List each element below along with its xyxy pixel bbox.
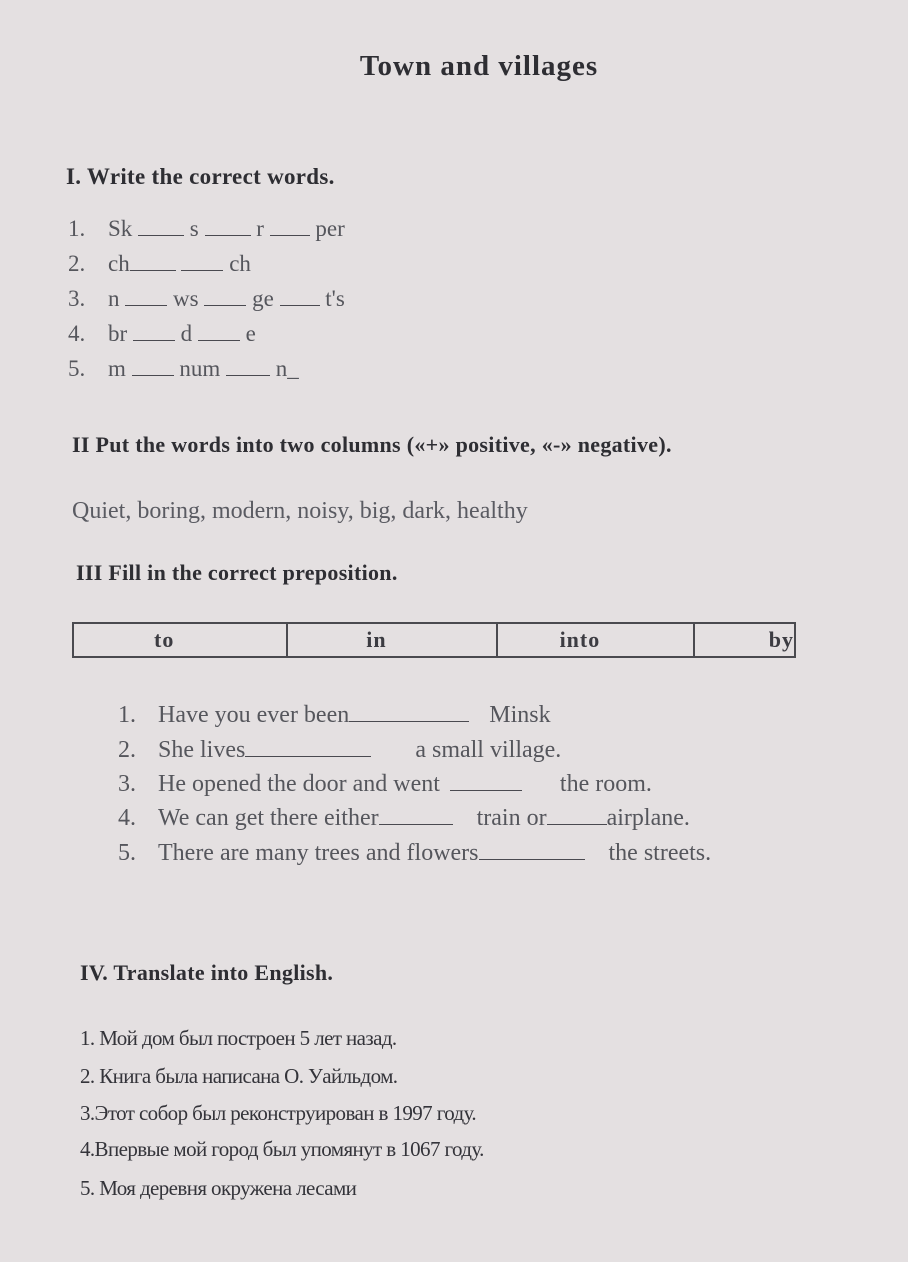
word-item-3: 3. n ws ge t's [68,286,345,311]
blank[interactable] [125,287,167,306]
section-4-heading: IV. Translate into English. [80,960,334,985]
section-1-heading: I. Write the correct words. [66,164,335,189]
blank[interactable] [130,252,176,271]
preposition-option: in [287,623,496,657]
translate-item-3: 3.Этот собор был реконструирован в 1997 году. [80,1101,477,1125]
blank[interactable] [205,217,251,236]
translate-item-2: 2. Книга была написана О. Уайльдом. [80,1064,398,1088]
blank[interactable] [198,322,240,341]
preposition-option: to [73,623,287,657]
blank[interactable] [132,357,174,376]
blank[interactable] [479,841,585,860]
prep-item-3: 3. He opened the door and went the room. [118,771,652,797]
blank[interactable] [138,217,184,236]
blank[interactable] [270,217,310,236]
word-item-4: 4. br d e [68,321,256,346]
blank[interactable] [547,806,607,825]
prep-item-1: 1. Have you ever been Minsk [118,702,551,728]
prep-item-2: 2. She lives a small village. [118,737,562,763]
translate-item-5: 5. Моя деревня окружена лесами [80,1176,357,1200]
section-2-heading: II Put the words into two columns («+» positive, «-» negative). [72,432,672,457]
section-3-heading: III Fill in the correct preposition. [76,560,398,585]
word-list: Quiet, boring, modern, noisy, big, dark, healthy [72,498,528,524]
blank[interactable] [450,772,522,791]
blank[interactable] [245,738,371,757]
preposition-option: by [694,623,795,657]
preposition-option: into [497,623,694,657]
blank[interactable] [280,287,320,306]
page-title: Town and villages [359,50,599,82]
blank[interactable] [133,322,175,341]
prep-item-4: 4. We can get there either train or airplane. [118,805,690,831]
blank[interactable] [226,357,270,376]
translate-item-1: 1. Мой дом был построен 5 лет назад. [80,1026,397,1050]
word-item-5: 5. m num n_ [68,356,299,381]
translate-item-4: 4.Впервые мой город был упомянут в 1067 году. [80,1137,484,1161]
blank[interactable] [349,703,469,722]
word-item-2: 2. ch ch [68,251,251,276]
prep-item-5: 5. There are many trees and flowers the streets. [118,840,712,866]
blank[interactable] [204,287,246,306]
blank[interactable] [379,806,453,825]
word-item-1: 1. Sk s r per [68,216,345,241]
preposition-table [72,622,796,658]
blank[interactable] [181,252,223,271]
